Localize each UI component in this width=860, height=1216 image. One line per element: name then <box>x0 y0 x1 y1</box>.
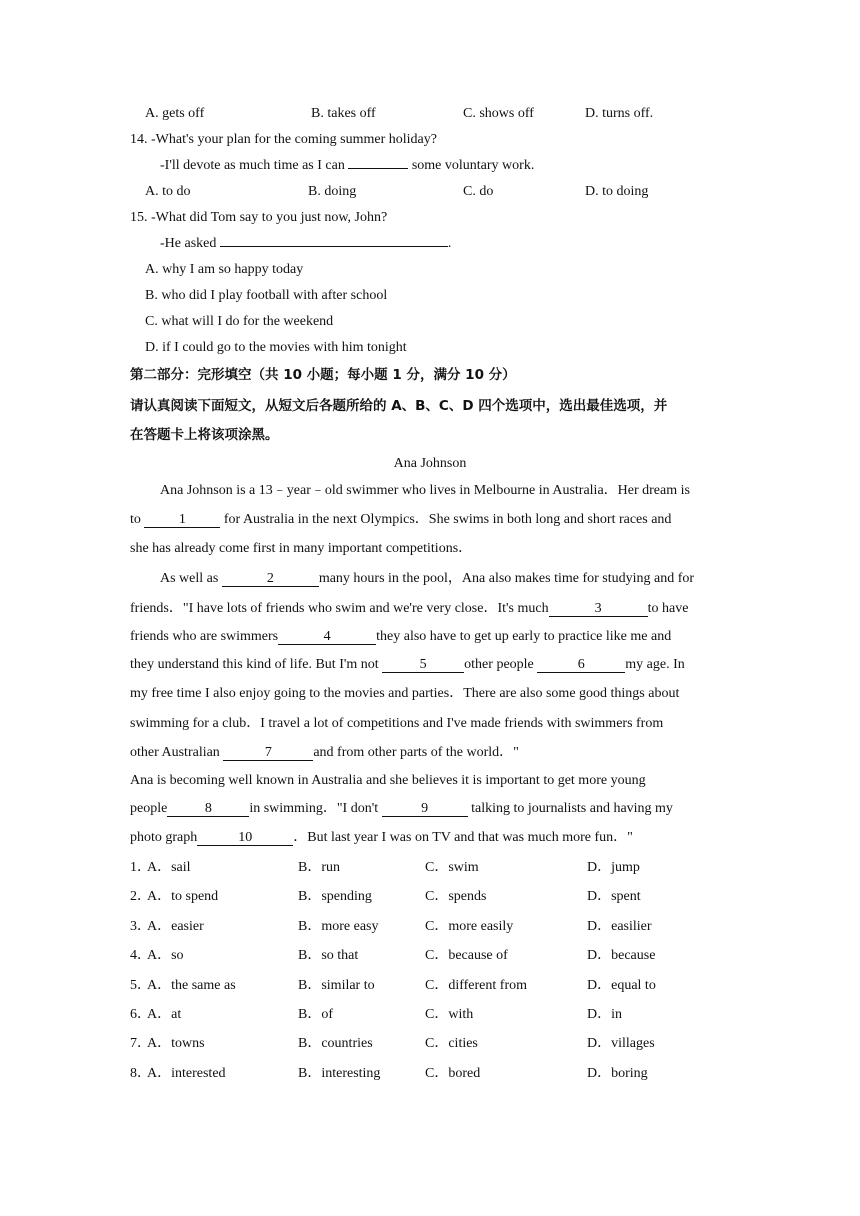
choice-option-a: A．sail <box>147 860 191 875</box>
choice-option-a: A．at <box>147 1007 182 1022</box>
q14-answer <box>160 157 534 175</box>
choice-option-b: B．of <box>298 1007 333 1022</box>
choice-option-c: C．because of <box>425 948 508 964</box>
passage-p2-line4 <box>130 656 685 674</box>
q15-option-c: C. what will I do for the weekend <box>145 314 334 329</box>
choice-number: 3． <box>130 918 151 934</box>
text-segment: friends who are swimmers <box>130 629 279 644</box>
choice-option-a: A．so <box>147 948 184 964</box>
text-segment: As well as <box>160 571 219 586</box>
text-segment: many hours in the pool，Ana also makes time for studying and for <box>318 571 695 586</box>
choice-option-a: A．towns <box>147 1036 205 1052</box>
text-segment: and from other parts of the world．" <box>313 745 519 760</box>
choice-option-c: C．with <box>425 1007 474 1022</box>
text-segment: other Australian <box>130 745 220 760</box>
q14-blank <box>348 168 408 169</box>
part2-heading: 第二部分：完形填空（共 10 小题；每小题 1 分，满分 10 分） <box>130 367 516 383</box>
passage-p2-line6: swimming for a club．I travel a lot of competitions and I've made friends with swimmers from <box>130 716 664 731</box>
q15-option-d: D. if I could go to the movies with him tonight <box>145 340 407 355</box>
text-segment: they understand this kind of life. But I'm not <box>130 657 379 672</box>
choice-option-d: D．jump <box>587 860 640 875</box>
choice-option-b: B．interesting <box>298 1065 381 1081</box>
q15-question: 15. -What did Tom say to you just now, John? <box>130 210 388 225</box>
passage-p2-line1 <box>160 570 694 588</box>
blank-8: 8 <box>167 801 249 817</box>
choice-option-a: A．to spend <box>147 889 219 905</box>
choice-option-d: D．spent <box>587 889 641 905</box>
q15-option-a: A. why I am so happy today <box>145 262 304 277</box>
choice-option-b: B．similar to <box>298 977 375 993</box>
q14-option-b: B. doing <box>308 184 357 199</box>
part2-instruction-1: 请认真阅读下面短文，从短文后各题所给的 A、B、C、D 四个选项中，选出最佳选项，并 <box>130 398 668 414</box>
text-segment: friends．"I have lots of friends who swim and we're very close．It's much <box>130 601 549 616</box>
passage-p1-line3: she has already come first in many important competitions． <box>130 541 473 556</box>
blank-6: 6 <box>537 657 625 673</box>
choice-option-b: B．more easy <box>298 918 379 934</box>
passage-p3-line3 <box>130 829 633 847</box>
q15-blank <box>220 246 448 247</box>
passage-p1-line2 <box>130 511 671 529</box>
passage-p2-line5: my free time I also enjoy going to the movies and parties．There are also some good things about <box>130 686 680 701</box>
blank-10: 10 <box>197 830 293 846</box>
choice-option-b: B．so that <box>298 948 359 964</box>
blank-3: 3 <box>549 601 648 617</box>
q15-option-b: B. who did I play football with after school <box>145 288 388 303</box>
q13-option-a: A. gets off <box>145 106 205 121</box>
blank-5: 5 <box>382 657 464 673</box>
text-segment: they also have to get up early to practice like me and <box>376 629 672 644</box>
q15-answer-pre: -He asked <box>160 236 217 251</box>
text-segment: ．But last year I was on TV and that was much more fun．" <box>293 830 633 845</box>
choice-option-b: B．run <box>298 860 340 875</box>
passage-p1-line1: Ana Johnson is a 13﹣year﹣old swimmer who lives in Melbourne in Australia．Her dream is <box>160 483 690 498</box>
text-segment: to have <box>647 601 689 616</box>
q15-answer <box>160 235 451 253</box>
choice-option-d: D．boring <box>587 1065 648 1081</box>
passage-p2-line7 <box>130 744 519 762</box>
text-segment: my age. In <box>625 657 685 672</box>
passage-p3-line2 <box>130 800 673 818</box>
choice-option-c: C．more easily <box>425 918 514 934</box>
choice-option-d: D．in <box>587 1007 622 1022</box>
blank-2: 2 <box>222 571 319 587</box>
choice-number: 7． <box>130 1036 151 1052</box>
text-segment: for Australia in the next Olympics．She swims in both long and short races and <box>223 512 672 527</box>
passage-p2-line2 <box>130 600 688 618</box>
choice-number: 8． <box>130 1065 151 1081</box>
choice-option-c: C．bored <box>425 1065 481 1081</box>
blank-1: 1 <box>144 512 220 528</box>
choice-number: 1． <box>130 860 151 875</box>
choice-number: 4． <box>130 948 151 964</box>
q15-answer-post: . <box>447 236 452 251</box>
choice-number: 2． <box>130 889 151 905</box>
text-segment: to <box>130 512 141 527</box>
choice-option-a: A．interested <box>147 1065 226 1081</box>
q14-option-c: C. do <box>463 184 494 199</box>
text-segment: other people <box>464 657 534 672</box>
choice-option-c: C．cities <box>425 1036 478 1052</box>
part2-instruction-2: 在答题卡上将该项涂黑。 <box>130 427 279 443</box>
q13-option-b: B. takes off <box>311 106 376 121</box>
text-segment: in swimming．"I don't <box>249 801 379 816</box>
choice-option-d: D．equal to <box>587 977 656 993</box>
text-segment: photo graph <box>130 830 198 845</box>
choice-option-d: D．villages <box>587 1036 655 1052</box>
q14-question: 14. -What's your plan for the coming summer holiday? <box>130 132 437 147</box>
q14-option-a: A. to do <box>145 184 191 199</box>
q14-option-d: D. to doing <box>585 184 649 199</box>
q14-answer-post: some voluntary work. <box>411 158 535 173</box>
q14-answer-pre: -I'll devote as much time as I can <box>160 158 345 173</box>
choice-option-b: B．countries <box>298 1036 373 1052</box>
choice-number: 6． <box>130 1007 151 1022</box>
choice-option-a: A．the same as <box>147 977 236 993</box>
choice-option-b: B．spending <box>298 889 372 905</box>
choice-option-c: C．spends <box>425 889 487 905</box>
choice-option-c: C．different from <box>425 977 527 993</box>
passage-p3-line1: Ana is becoming well known in Australia and she believes it is important to get more young <box>130 773 646 788</box>
choice-option-d: D．because <box>587 948 656 964</box>
text-segment: people <box>130 801 168 816</box>
choice-number: 5． <box>130 977 151 993</box>
q13-option-d: D. turns off. <box>585 106 654 121</box>
blank-9: 9 <box>382 801 468 817</box>
passage-title: Ana Johnson <box>393 456 467 471</box>
choice-option-d: D．easilier <box>587 918 652 934</box>
choice-option-c: C．swim <box>425 860 479 875</box>
q13-option-c: C. shows off <box>463 106 534 121</box>
passage-p2-line3 <box>130 628 671 646</box>
choice-option-a: A．easier <box>147 918 204 934</box>
text-segment: talking to journalists and having my <box>471 801 673 816</box>
blank-4: 4 <box>278 629 376 645</box>
blank-7: 7 <box>223 745 313 761</box>
